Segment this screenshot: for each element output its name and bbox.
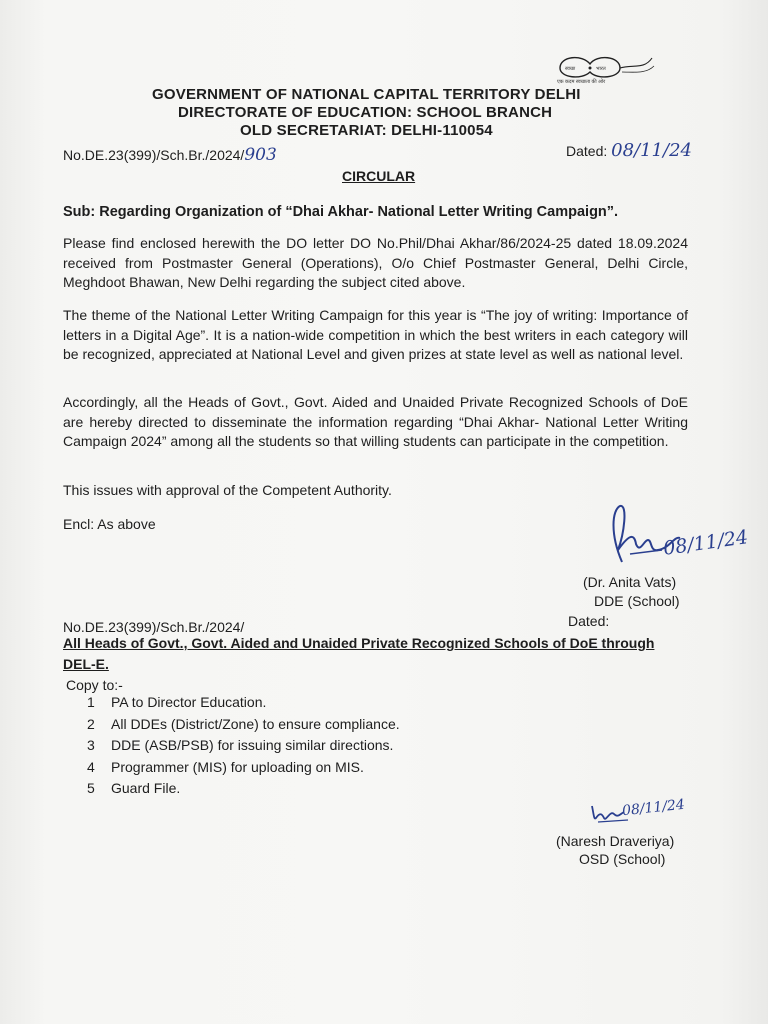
signatory-1-name: (Dr. Anita Vats): [583, 574, 677, 590]
paragraph-2: The theme of the National Letter Writing Campaign for this year is “The joy of writing: Importance of letters in a Digital Age”. It is a nation-wide competition in which the best writers in each category will be recognized, appreciated at National Level and given prizes at state level as well as national level.: [63, 307, 688, 362]
copy-to-label: Copy to:-: [66, 677, 123, 693]
list-item: 5 Guard File.: [87, 780, 181, 796]
handwritten-date: 08/11/24: [611, 140, 692, 161]
dated-field: [566, 141, 692, 161]
enclosure-note: Encl: As above: [63, 516, 156, 532]
endorsement-dated-label: Dated:: [568, 613, 610, 629]
signatory-1-designation: DDE (School): [594, 593, 680, 609]
list-item: 1 PA to Director Education.: [87, 694, 267, 710]
endorsement-number: No.DE.23(399)/Sch.Br./2024/: [63, 619, 245, 635]
copy-to-list: [87, 692, 400, 800]
addressee-line-2: DEL-E.: [63, 656, 109, 672]
dated-label: Dated:: [566, 143, 608, 159]
header-line-3: OLD SECRETARIAT: DELHI-110054: [240, 122, 493, 139]
reference-number: [63, 145, 277, 165]
header-line-1: GOVERNMENT OF NATIONAL CAPITAL TERRITORY DELHI: [152, 86, 581, 103]
paragraph-4: This issues with approval of the Competent Authority.: [63, 482, 392, 498]
list-item: 3 DDE (ASB/PSB) for issuing similar directions.: [87, 737, 394, 753]
addressee-line-1: All Heads of Govt., Govt. Aided and Unaided Private Recognized Schools of DoE through: [63, 635, 655, 651]
reference-number-text: No.DE.23(399)/Sch.Br./2024/: [63, 147, 245, 163]
circular-title: CIRCULAR: [342, 168, 416, 184]
logo-caption: एक कदम स्वच्छता की ओर: [557, 79, 606, 85]
logo-word-left: स्वच्छ: [565, 66, 576, 72]
paragraph-3: Accordingly, all the Heads of Govt., Govt. Aided and Unaided Private Recognized Schools of DoE are hereby directed to disseminate the information regarding “Dhai Akhar- National Letter Writing Campaign 2024” among all the students so that willing students can participate in the competition.: [63, 394, 688, 449]
list-item: 4 Programmer (MIS) for uploading on MIS.: [87, 758, 364, 775]
signature-2-date: 08/11/24: [621, 796, 686, 820]
signatory-2-designation: OSD (School): [579, 851, 666, 867]
signatory-2-name: (Naresh Draveriya): [556, 833, 675, 849]
logo-word-right: भारत: [596, 66, 606, 72]
header-line-2: DIRECTORATE OF EDUCATION: SCHOOL BRANCH: [178, 104, 553, 121]
handwritten-reference-number: 903: [244, 145, 277, 165]
list-item: 2 All DDEs (District/Zone) to ensure compliance.: [87, 715, 400, 732]
paragraph-1: Please find enclosed herewith the DO letter DO No.Phil/Dhai Akhar/86/2024-25 dated 18.09.2024 received from Postmaster General (Operations), O/o Chief Postmaster General, Delhi Circle, Meghdoot Bhawan, New Delhi regarding the subject cited above.: [63, 235, 688, 290]
subject-line: Sub: Regarding Organization of “Dhai Akhar- National Letter Writing Campaign”.: [63, 204, 619, 220]
signature-1-date: 08/11/24: [661, 526, 750, 560]
